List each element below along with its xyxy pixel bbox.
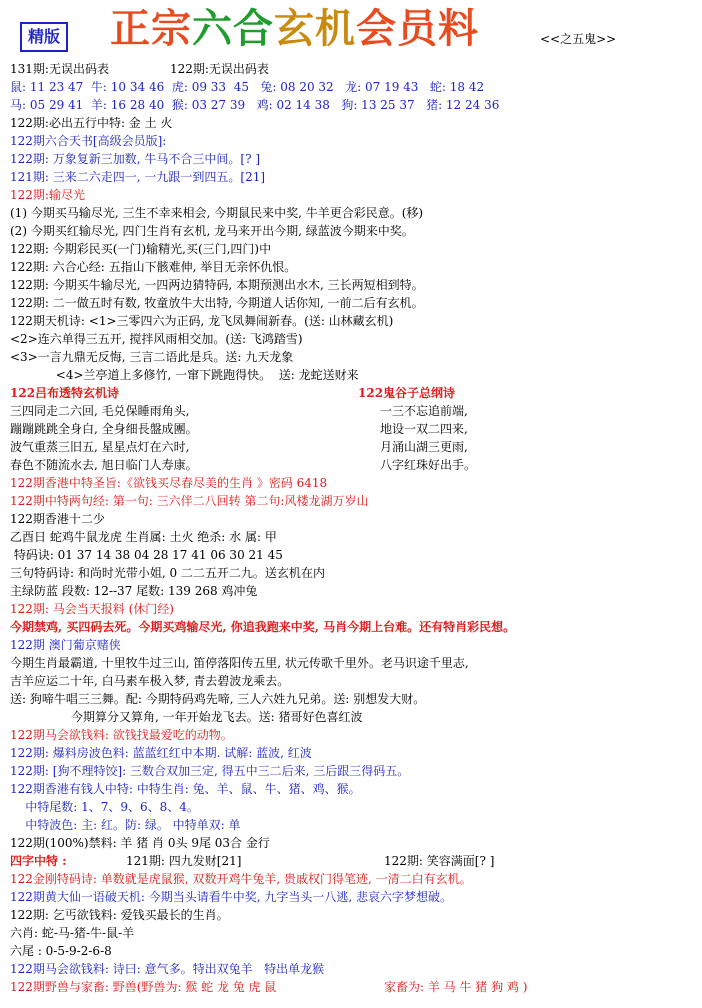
poem-left-line: 波气重蒸三旧五, 星星点灯在六时, [10, 440, 190, 454]
poem-right-line: 八字红珠好出手。 [380, 458, 477, 472]
poem-right-title: 122鬼谷子总纲诗 [358, 386, 456, 400]
line-yiyouri: 乙酉日 蛇鸡牛鼠龙虎 生肖属: 土火 绝杀: 水 属: 甲 [10, 530, 277, 544]
line-shujinguang-1: (1) 今期买马输尽光, 三生不幸来相会, 今期鼠民来中奖, 牛羊更合彩民意。(移) [10, 206, 424, 220]
line-yuqian-2: 122期马会欲钱料: 诗曰: 意气多。特出双兔羊 特出单龙猴 [10, 962, 325, 976]
line-goubuli: 122期: [狗不理特饺]: 三数合双加三定, 得五中三二后来, 三后跟三得码五。 [10, 764, 410, 778]
line-jinji: 今期禁鸡, 买四码去死。今期买鸡输尽光, 你追我跑来中奖, 马肖今期上台难。还有特肖彩民想。 [10, 620, 516, 634]
line-tianshu-121: 121期: 三来二六走四一, 一九跟一到四五。[21] [10, 170, 266, 184]
line-jinliao: 122期(100%)禁料: 羊 猪 肖 0头 9尾 03合 金行 [10, 836, 270, 850]
line-jiachu: 家畜为: 羊 马 牛 猪 狗 鸡 ) [384, 980, 528, 994]
line-tianji-4: <4>兰亭道上多修竹, 一窜下跳跑得快。 送: 龙蛇送财来 [10, 368, 359, 382]
line-sanjushi: 三句特码诗: 和尚时光带小姐, 0 二二五开二九。送玄机在内 [10, 566, 325, 580]
line-zodiac-row-2: 马: 05 29 41 羊: 16 28 40 猴: 03 27 39 鸡: 02 14 38 狗: 13 25 37 猪: 12 24 36 [10, 98, 500, 112]
line-qigai: 122期: 乞丐欲钱料: 爱钱买最长的生肖。 [10, 908, 229, 922]
line-code-table-title: 131期:无误出码表 122期:无误出码表 [10, 62, 269, 76]
line-youqianren: 122期香港有钱人中特: 中特生肖: 兔、羊、鼠、牛、猪、鸡、猴。 [10, 782, 361, 796]
line-boselia: 122期: 爆料房波色料: 蓝蓝红红中本期. 试解: 蓝波, 红波 [10, 746, 312, 760]
line-bose: 中特波色: 主: 红。防: 绿。 中特单双: 单 [10, 818, 241, 832]
line-aomen-4: 今期算分又算角, 一年开始龙飞去。送: 猪哥好色喜红波 [10, 710, 363, 724]
line-niu: 122期: 今期买牛输尽光, 一四两边猜特码, 本期预测出水木, 三长两短相到特。 [10, 278, 424, 292]
line-yeshou: 122期野兽与家畜: 野兽(野兽为: 猴 蛇 龙 兔 虎 鼠 [10, 980, 277, 994]
poem-right-line: 一三不忘追前端, [380, 404, 468, 418]
poem-right-line: 月涌山湖三更雨, [380, 440, 468, 454]
sizhong-label: 四字中特 : [10, 854, 67, 868]
line-liuxiao: 六肖: 蛇-马-猪-牛-鼠-羊 [10, 926, 135, 940]
line-xinjing: 122期: 六合心经: 五指山下骸难伸, 举目无亲怀仇恨。 [10, 260, 297, 274]
line-tianshu-title: 122期六合天书[高级会员版]: [10, 134, 167, 148]
page-subtitle: <<之五鬼>> [540, 32, 617, 46]
line-aomen-3: 送: 狗啼牛唱三三舞。配: 今期特码鸡先啼, 三人六姓九兄弟。送: 别想发大财。 [10, 692, 426, 706]
poem-left-line: 三四同走二六回, 毛兑保睡雨角头, [10, 404, 190, 418]
line-tianji-3: <3>一言九鼎无反悔, 三言二语此是兵。送: 九天龙象 [10, 350, 294, 364]
line-temajue: 特码诀: 01 37 14 38 04 28 17 41 06 30 21 45 [10, 548, 283, 562]
line-aomen-2: 吉羊应运二十年, 白马素车极入梦, 青去碧波龙乘去。 [10, 674, 290, 688]
line-tianji-2: <2>连六单得三五开, 搅拌风雨相交加。(送: 飞鸿踏雪) [10, 332, 303, 346]
line-shengzhi: 122期香港中特圣旨:《欲钱买尽春尽美的生肖 》密码 6418 [10, 476, 328, 490]
line-shierhao-title: 122期香港十二少 [10, 512, 105, 526]
line-jingang: 122金刚特码诗: 单数就是虎鼠猴, 双数开鸡牛兔羊, 贵戚权门得笔迹, 一清二白有玄机。 [10, 872, 472, 886]
page-title: 正宗六合玄机会员料 [110, 6, 479, 52]
line-huangdaxian: 122期黄大仙一语破天机: 今期当头请看牛中奖, 九字当头一八逃, 悲哀六字梦想破。 [10, 890, 453, 904]
line-aomen-1: 今期生肖最霸道, 十里牧牛过三山, 笛停落阳传五里, 状元传歌千里外。老马识途千里志, [10, 656, 469, 670]
line-yuqian-1: 122期马会欲钱料: 欲钱找最爱吃的动物。 [10, 728, 233, 742]
sizhong-121: 121期: 四九发财[21] [126, 854, 242, 868]
line-shujinguang-title: 122期:输尽光 [10, 188, 85, 202]
poem-left-line: 春色不随流水去, 旭日临门人寿康。 [10, 458, 198, 472]
edition-badge: 精版 [20, 22, 68, 52]
line-five-elements: 122期:必出五行中特: 金 土 火 [10, 116, 173, 130]
line-weishu: 中特尾数: 1、7、9、6、8、4。 [10, 800, 199, 814]
line-shujinguang-2: (2) 今期买红输尽光, 四门生肖有玄机, 龙马来开出今期, 绿蓝波今期来中奖。 [10, 224, 414, 238]
line-xiumenjing-title: 122期: 马会当天报料 (休门经) [10, 602, 174, 616]
line-caimin: 122期: 今期彩民买(一门)输精光,买(三门,四门)中 [10, 242, 272, 256]
line-zhulv: 主绿防蓝 段数: 12--37 尾数: 139 268 鸡冲兔 [10, 584, 258, 598]
line-tianji-1: 122期天机诗: <1>三零四六为正码, 龙飞凤舞闹新春。(送: 山林藏玄机) [10, 314, 394, 328]
poem-left-line: 蹦蹦跳跳全身白, 全身细長盤成團。 [10, 422, 198, 436]
poem-left-title: 122吕布透特玄机诗 [10, 386, 120, 400]
line-aomen-title: 122期 澳门葡京赌侠 [10, 638, 121, 652]
sizhong-122: 122期: 笑容满面[? ] [384, 854, 495, 868]
line-zodiac-row-1: 鼠: 11 23 47 牛: 10 34 46 虎: 09 33 45 兔: 08 20 32 龙: 07 19 43 蛇: 18 42 [10, 80, 485, 94]
line-tianshu-122: 122期: 万象复新三加数, 牛马不合三中间。[? ] [10, 152, 261, 166]
line-liuwei: 六尾 : 0-5-9-2-6-8 [10, 944, 112, 958]
poem-right-line: 地设一双二四来, [380, 422, 468, 436]
line-shuyi: 122期: 二一做五时有数, 牧童放牛大出特, 今期道人话你知, 一前二后有玄机。 [10, 296, 424, 310]
line-liangjujing: 122期中特两句经: 第一句: 三六伴二八回转 第二句:风楼龙湖万岁山 [10, 494, 369, 508]
